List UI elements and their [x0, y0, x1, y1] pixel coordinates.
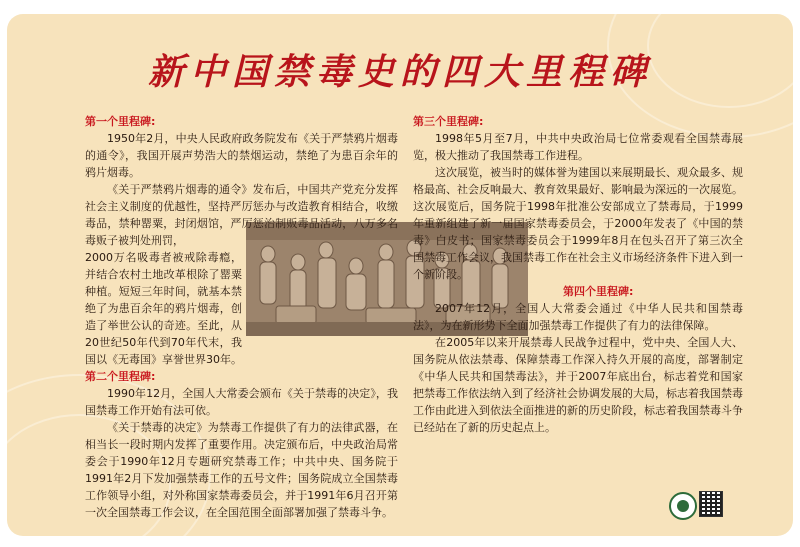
qr-code-icon	[699, 491, 723, 517]
milestone-1-paragraph: 1950年2月，中央人民政府政务院发布《关于严禁鸦片烟毒的通令》，我国开展声势浩大的禁烟运动，禁绝了为患百余年的鸦片烟毒。	[85, 132, 398, 179]
milestone-1-heading: 第一个里程碑:	[85, 115, 156, 128]
milestone-3-paragraph: 这次展览，被当时的媒体誉为建国以来展期最长、观众最多、规格最高、社会反响最大、教育效果最好、影响最为深远的一次展览。这次展览后，国务院于1998年批准公安部成立了禁毒局，于1999年重新组建了新一届国家禁毒委员会，于2000年发表了《中国的禁毒》白皮书；国家禁毒委员会于1999年8月在包头召开了第三次全国禁毒工作会议，我国禁毒工作在社会主义市场经济条件下进入到一个新阶段。	[413, 166, 743, 281]
milestone-4-heading: 第四个里程碑:	[563, 285, 634, 298]
milestone-1-paragraph: 《关于严禁鸦片烟毒的通令》发布后，中国共产党充分发挥社会主义制度的优越性，坚持严厉惩办与改造教育相结合，收缴毒品，禁种罂粟，封闭烟馆，严厉惩治制贩毒品活动，八万多名毒贩子被判处刑罚，	[85, 183, 398, 247]
milestone-3-heading: 第三个里程碑:	[413, 115, 484, 128]
milestone-4-paragraph: 在2005年以来开展禁毒人民战争过程中，党中央、全国人大、国务院从依法禁毒、保障禁毒工作深入持久开展的高度，部署制定《中华人民共和国禁毒法》，并于2007年底出台，标志着党和国家把禁毒工作依法纳入到了经济社会协调发展的大局，标志着我国禁毒工作由此进入到依法全面推进的新的历史阶段，标志着我国禁毒斗争已经站在了新的历史起点上。	[413, 336, 743, 434]
milestone-2-paragraph: 1990年12月，全国人大常委会颁布《关于禁毒的决定》，我国禁毒工作开始有法可依。	[85, 387, 398, 417]
milestone-4-paragraph: 2007年12月，全国人大常委会通过《中华人民共和国禁毒法》，为在新形势下全面加强禁毒工作提供了有力的法律保障。	[413, 302, 743, 332]
milestone-3-paragraph: 1998年5月至7月，中共中央政治局七位常委观看全国禁毒展览，极大推动了我国禁毒工作进程。	[413, 132, 743, 162]
poster-title: 新中国禁毒史的四大里程碑	[147, 51, 652, 93]
milestone-2-paragraph: 《关于禁毒的决定》为禁毒工作提供了有力的法律武器，在相当长一段时期内发挥了重要作用。决定颁布后，中央政治局常委会于1990年12月专题研究禁毒工作；中共中央、国务院于1991年2月下发加强禁毒工作的五号文件；国务院成立全国禁毒工作领导小组，对外称国家禁毒委员会，并于1991年6月召开第一次全国禁毒工作会议，在全国范围全面部署加强了禁毒斗争。	[85, 421, 398, 519]
left-column	[85, 113, 398, 521]
milestone-1-paragraph: 2000万名吸毒者被戒除毒瘾，并结合农村土地改革根除了罂粟种植。短短三年时间，就基本禁绝了为患百余年的鸦片烟毒，创造了举世公认的奇迹。至此，从20世纪50年代到70年代末，我国以《无毒国》享誉世界30年。	[85, 251, 242, 366]
milestone-2-heading: 第二个里程碑:	[85, 370, 156, 383]
right-column	[413, 113, 743, 436]
emblem-logo-icon	[669, 492, 697, 520]
